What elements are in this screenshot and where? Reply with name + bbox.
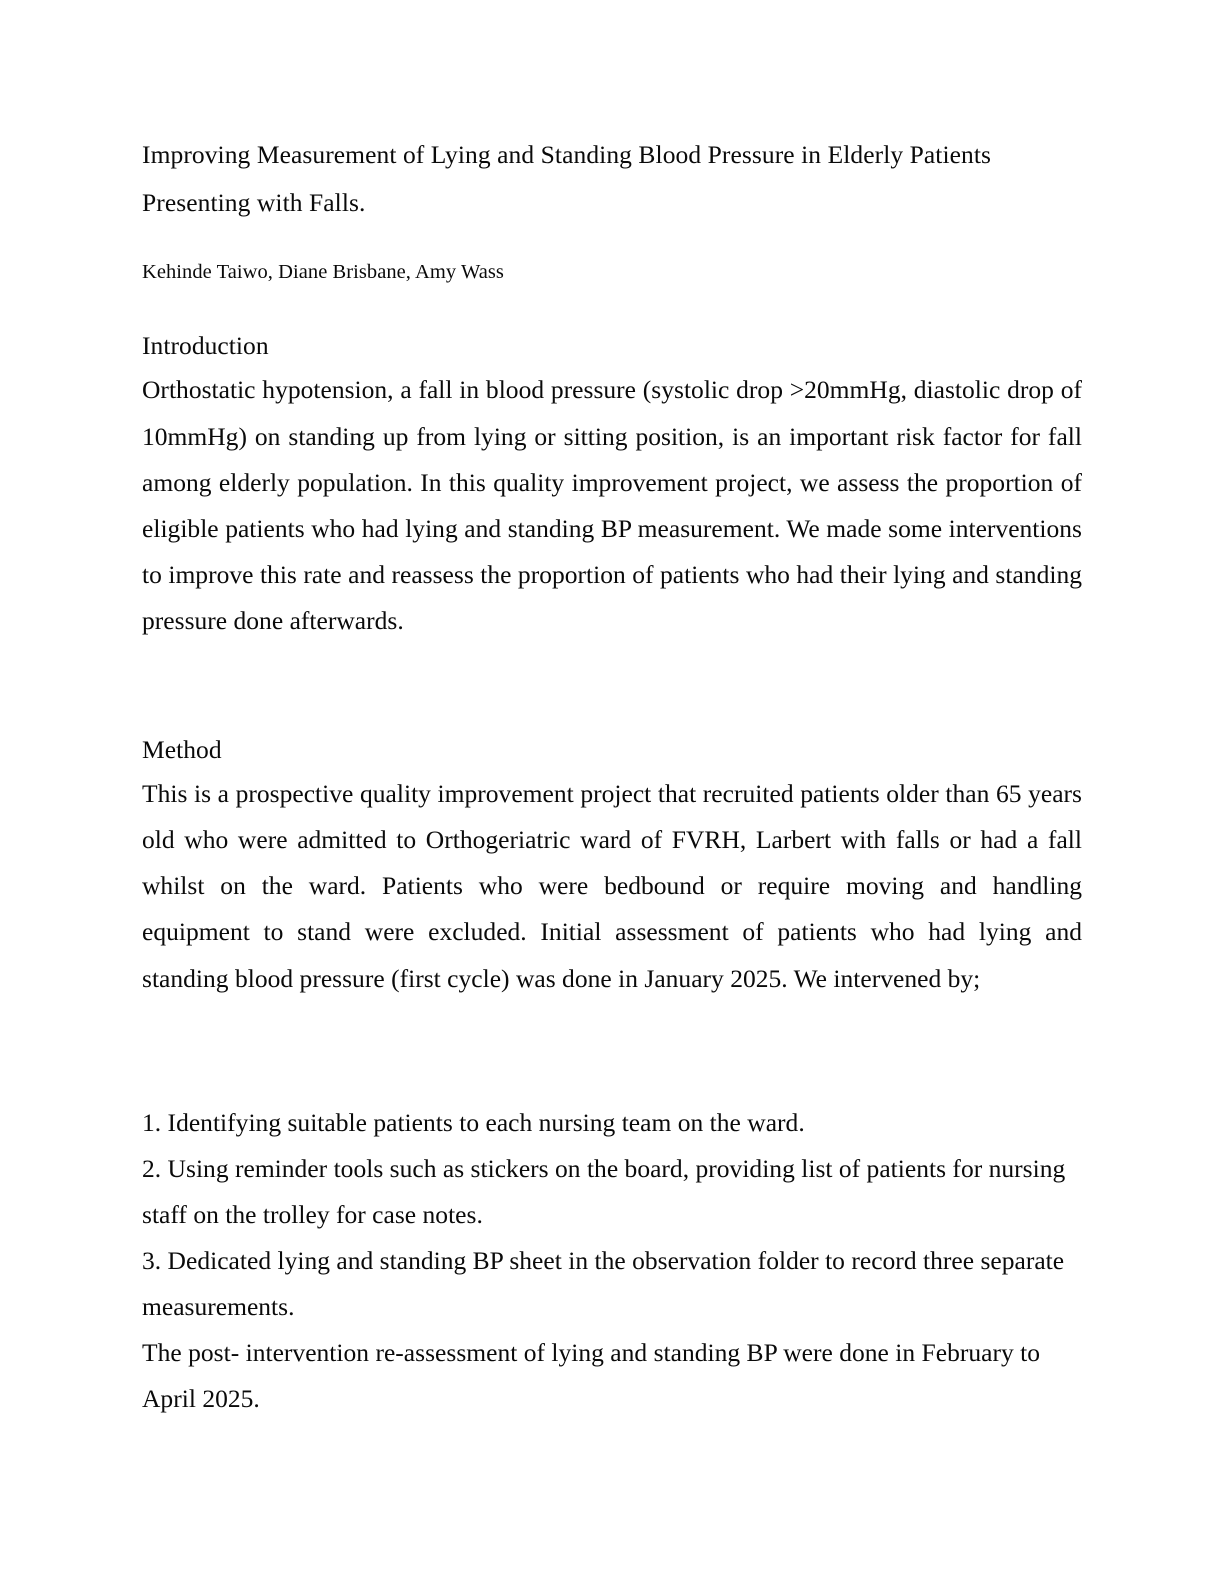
page-title: Improving Measurement of Lying and Standing Blood Pressure in Elderly Patients Presenting with Falls. xyxy=(142,140,992,217)
list-item: 3. Dedicated lying and standing BP sheet in the observation folder to record three separate measurements. xyxy=(142,1245,1071,1321)
author-list: Kehinde Taiwo, Diane Brisbane, Amy Wass xyxy=(142,260,504,283)
intervention-list xyxy=(142,1002,1082,1422)
introduction-paragraph: Orthostatic hypotension, a fall in blood pressure (systolic drop >20mmHg, diastolic drop of 10mmHg) on standing up from lying or sitting position, is an important risk factor for fall among elderly population. In this quality improvement project, we assess the proportion of eligible patients who had lying and standing BP measurement. We made some interventions to improve this rate and reassess the proportion of patients who had their lying and standing pressure done afterwards. xyxy=(142,375,1082,635)
method-paragraph: This is a prospective quality improvement project that recruited patients older than 65 years old who were admitted to Orthogeriatric ward of FVRH, Larbert with falls or had a fall whilst on the ward. Patients who were bedbound or require moving and handling equipment to stand were excluded. Initial assessment of patients who had lying and standing blood pressure (first cycle) was done in January 2025. We intervened by; xyxy=(142,779,1082,993)
method-closing-paragraph: The post- intervention re-assessment of lying and standing BP were done in February to April 2025. xyxy=(142,1337,1046,1413)
document-content xyxy=(142,131,1082,1422)
section-heading-method: Method xyxy=(142,734,222,764)
list-item: 2. Using reminder tools such as stickers on the board, providing list of patients for nursing staff on the trolley for case notes. xyxy=(142,1153,1072,1229)
section-heading-introduction: Introduction xyxy=(142,330,269,360)
list-item: 1. Identifying suitable patients to each nursing team on the ward. xyxy=(142,1107,805,1137)
